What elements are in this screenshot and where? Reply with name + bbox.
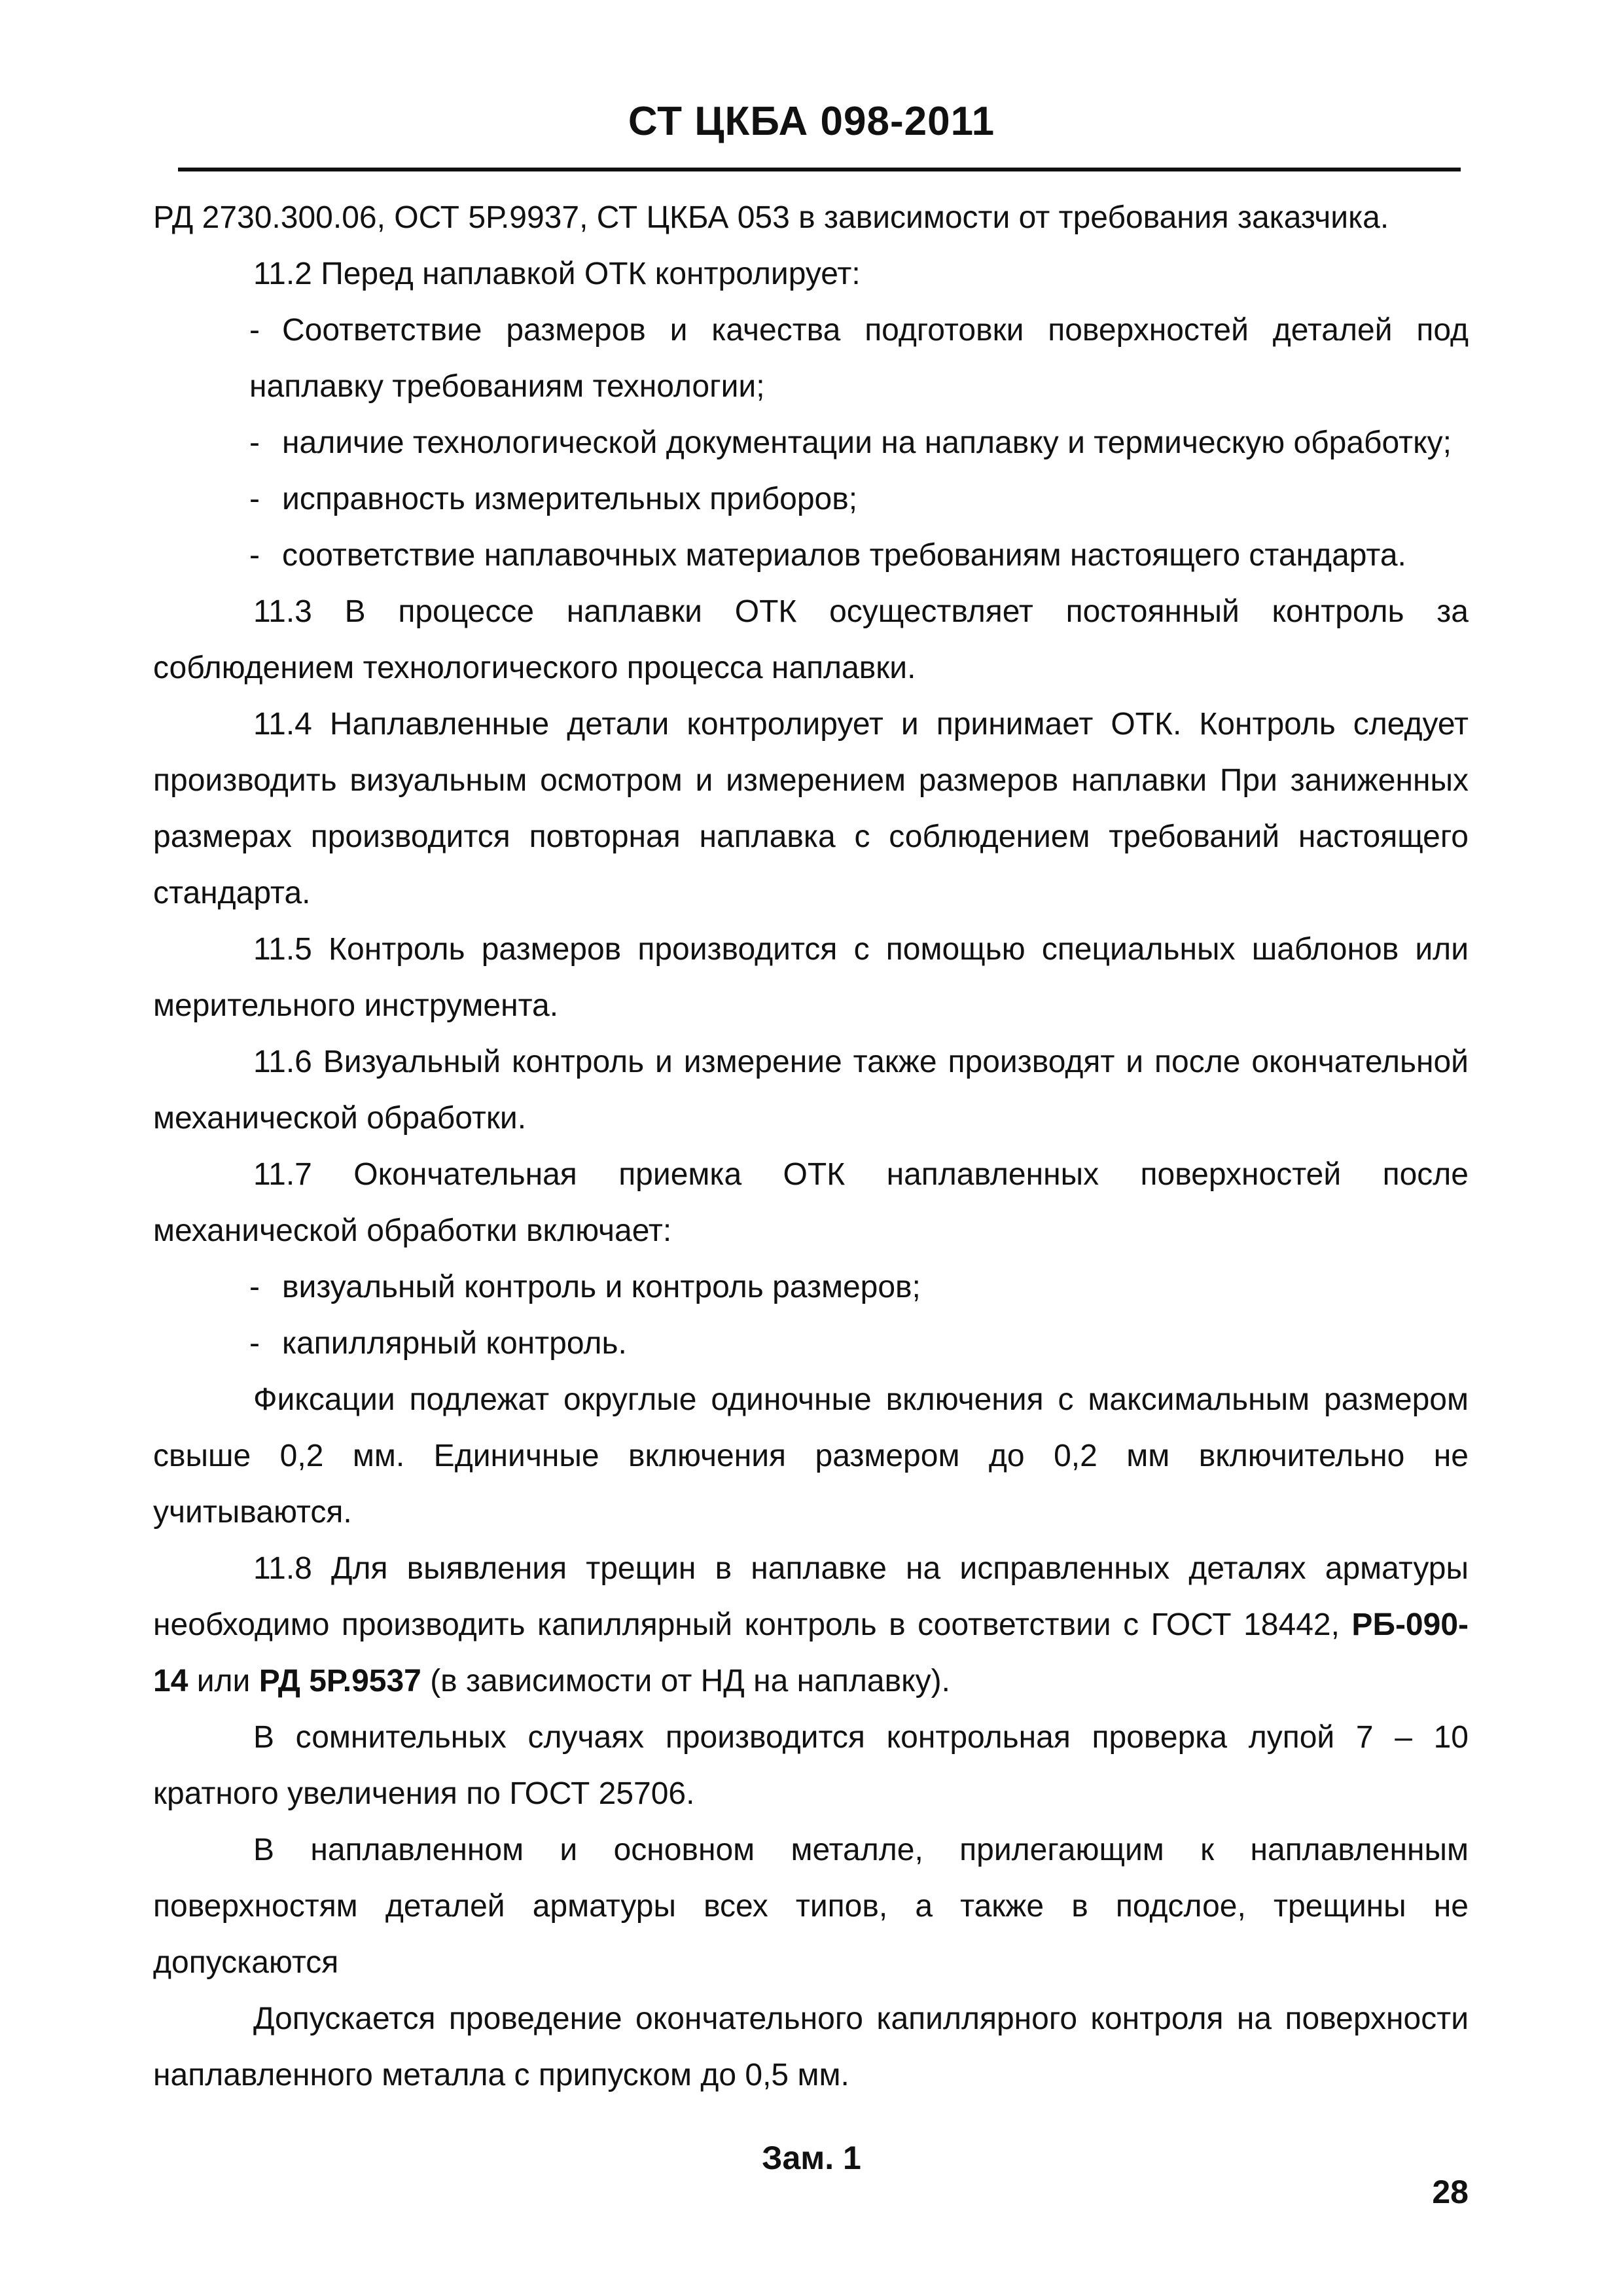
bullet-dash: -	[249, 1270, 260, 1304]
bullet-text: соответствие наплавочных материалов требованиям настоящего стандарта.	[282, 538, 1406, 573]
paragraph: Допускается проведение окончательного капиллярного контроля на поверхности наплавленного металла с припуском до 0,5 мм.	[153, 2001, 1469, 2092]
bullet-item	[153, 471, 1469, 528]
bullet-dash: -	[249, 313, 260, 348]
bullet-item	[153, 415, 1469, 471]
section-11-8	[153, 1541, 1469, 1710]
bullet-text: капиллярный контроль.	[282, 1326, 627, 1361]
section-11-2-intro: 11.2 Перед наплавкой ОТК контролирует:	[253, 257, 861, 291]
header-rule	[178, 168, 1461, 171]
bullet-dash: -	[249, 425, 260, 460]
section-11-6: 11.6 Визуальный контроль и измерение также производят и после окончательной механической обработки.	[153, 1045, 1469, 1136]
document-body	[153, 190, 1469, 2104]
bullet-text: исправность измерительных приборов;	[282, 482, 858, 516]
change-note: Зам. 1	[762, 2140, 861, 2176]
section-11-3: 11.3 В процессе наплавки ОТК осуществляет постоянный контроль за соблюдением технологического процесса наплавки.	[153, 594, 1469, 685]
section-11-5: 11.5 Контроль размеров производится с помощью специальных шаблонов или мерительного инструмента.	[153, 932, 1469, 1023]
bullet-item	[153, 528, 1469, 584]
bullet-item	[153, 1316, 1469, 1372]
standard-reference: РБ-090-14	[153, 1607, 1469, 1698]
paragraph: Фиксации подлежат округлые одиночные включения с максимальным размером свыше 0,2 мм. Единичные включения размером до 0,2 мм включительно не учитываются.	[153, 1382, 1469, 1530]
bullet-dash: -	[249, 482, 260, 516]
bullet-dash: -	[249, 1326, 260, 1361]
paragraph-text: 11.8 Для выявления трещин в наплавке на исправленных деталях арматуры необходимо производить капиллярный контроль в соответствии с ГОСТ 18442,	[153, 1551, 1469, 1642]
bullet-item	[153, 1259, 1469, 1316]
section-11-7: 11.7 Окончательная приемка ОТК наплавленных поверхностей после механической обработки включает:	[153, 1157, 1469, 1248]
paragraph-text: или	[188, 1664, 259, 1698]
paragraph-text: (в зависимости от НД на наплавку).	[421, 1664, 950, 1698]
section-11-4: 11.4 Наплавленные детали контролирует и принимает ОТК. Контроль следует производить визуальным осмотром и измерением размеров наплавки При заниженных размерах производится повторная наплавка с соблюдением требований настоящего стандарта.	[153, 707, 1469, 910]
bullet-text: визуальный контроль и контроль размеров;	[282, 1270, 921, 1304]
bullet-text: Соответствие размеров и качества подготовки поверхностей деталей под наплавку требованиям технологии;	[249, 313, 1469, 404]
paragraph: В наплавленном и основном металле, прилегающим к наплавленным поверхностям деталей арматуры всех типов, а также в подслое, трещины не допускаются	[153, 1833, 1469, 1980]
bullet-dash: -	[249, 538, 260, 573]
page-number: 28	[1432, 2174, 1469, 2210]
paragraph: РД 2730.300.06, ОСТ 5Р.9937, СТ ЦКБА 053 в зависимости от требования заказчика.	[153, 200, 1389, 235]
bullet-item	[153, 302, 1469, 415]
paragraph: В сомнительных случаях производится контрольная проверка лупой 7 – 10 кратного увеличения по ГОСТ 25706.	[153, 1720, 1469, 1811]
document-title: СТ ЦКБА 098-2011	[628, 99, 995, 144]
standard-reference: РД 5Р.9537	[259, 1664, 421, 1698]
bullet-text: наличие технологической документации на наплавку и термическую обработку;	[282, 425, 1452, 460]
